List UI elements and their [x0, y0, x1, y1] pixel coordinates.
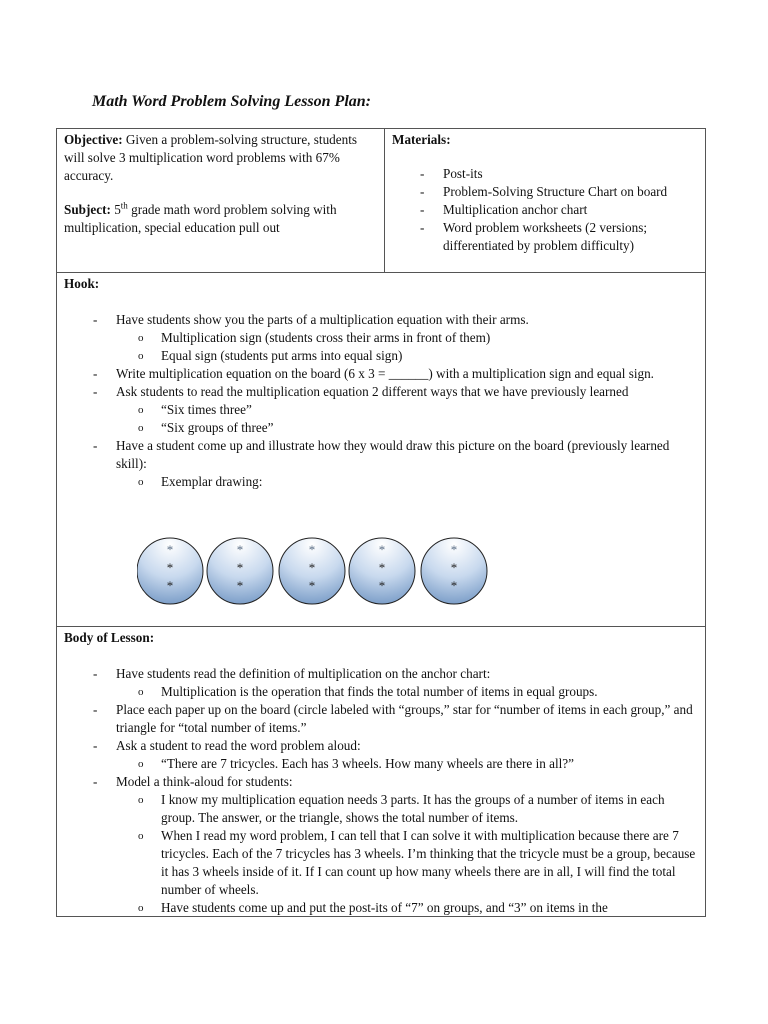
star-mark: * — [378, 560, 386, 575]
hook-step: - Ask students to read the multiplication equation 2 different ways that we have previously learned — [93, 384, 629, 399]
hook-substep: o Multiplication sign (students cross their arms in front of them) — [138, 330, 491, 345]
hook-step: - Write multiplication equation on the board (6 x 3 = ______) with a multiplication sign and equal sign. — [93, 366, 654, 381]
subject-text: grade math word problem solving with multiplication, special education pull out — [64, 202, 337, 235]
group-circle — [421, 538, 487, 604]
objective-paragraph — [64, 131, 378, 185]
subject-grade: 5 — [110, 202, 121, 217]
star-mark: * — [236, 560, 244, 575]
body-step: - Ask a student to read the word problem aloud: — [93, 738, 361, 753]
materials-item: - Word problem worksheets (2 versions; differentiated by problem difficulty) — [420, 220, 648, 253]
group-circle — [349, 538, 415, 604]
star-mark: * — [166, 578, 174, 593]
subject-paragraph — [64, 201, 378, 237]
body-label: Body of Lesson: — [64, 630, 155, 645]
star-mark: * — [166, 560, 174, 575]
exemplar-drawing — [137, 532, 497, 612]
body-section — [57, 627, 705, 916]
star-mark: * — [236, 578, 244, 593]
group-circle — [137, 538, 203, 604]
objective-label: Objective: — [64, 132, 123, 147]
lesson-plan-table — [56, 128, 706, 917]
star-mark: * — [450, 542, 458, 557]
hook-substep: o Exemplar drawing: — [138, 474, 263, 489]
star-mark: * — [236, 542, 244, 557]
star-mark: * — [308, 578, 316, 593]
group-circle — [207, 538, 273, 604]
subject-label: Subject: — [64, 202, 111, 217]
materials-label: Materials: — [392, 132, 451, 147]
body-substep: o Have students come up and put the post-its of “7” on groups, and “3” on items in the — [138, 900, 608, 915]
body-substep: o Multiplication is the operation that finds the total number of items in equal groups. — [138, 684, 598, 699]
star-mark: * — [308, 560, 316, 575]
overview-row — [57, 129, 705, 273]
hook-substep: o Equal sign (students put arms into equal sign) — [138, 348, 403, 363]
body-step: - Have students read the definition of multiplication on the anchor chart: — [93, 666, 491, 681]
materials-cell — [385, 129, 705, 272]
body-step: - Model a think-aloud for students: — [93, 774, 293, 789]
star-mark: * — [450, 578, 458, 593]
body-step: - Place each paper up on the board (circle labeled with “groups,” star for “number of items in each group,” and triangle for “total number of items.” — [93, 702, 693, 735]
body-substep: o When I read my word problem, I can tell that I can solve it with multiplication because there are 7 tricycles. Each of the 7 tricycles has 3 wheels. I’m thinking that the tricycle must be a group, because it has 3 wheels inside of it. If I can count up how many wheels there are in all, I will find the total number of wheels. — [138, 828, 696, 897]
hook-substep: o “Six groups of three” — [138, 420, 274, 435]
body-substep: o “There are 7 tricycles. Each has 3 wheels. How many wheels are there in all?” — [138, 756, 575, 771]
hook-label: Hook: — [64, 276, 100, 291]
page-title: Math Word Problem Solving Lesson Plan: — [92, 93, 371, 110]
hook-step: - Have students show you the parts of a multiplication equation with their arms. — [93, 312, 529, 327]
star-mark: * — [166, 542, 174, 557]
group-circle — [279, 538, 345, 604]
star-mark: * — [378, 578, 386, 593]
materials-item: - Multiplication anchor chart — [420, 202, 588, 217]
star-mark: * — [378, 542, 386, 557]
materials-item: - Problem-Solving Structure Chart on board — [420, 184, 668, 199]
hook-section — [57, 273, 705, 627]
objective-text: Given a problem-solving structure, students will solve 3 multiplication word problems with 67% accuracy. — [64, 132, 357, 183]
objective-cell — [57, 129, 385, 272]
subject-grade-suffix: th — [120, 200, 128, 211]
materials-item: - Post-its — [420, 166, 483, 181]
body-substep: o I know my multiplication equation needs 3 parts. It has the groups of a number of items in each group. The answer, or the triangle, shows the total number of items. — [138, 792, 665, 825]
star-mark: * — [308, 542, 316, 557]
star-mark: * — [450, 560, 458, 575]
hook-substep: o “Six times three” — [138, 402, 252, 417]
groups-drawing — [137, 532, 497, 612]
hook-step: - Have a student come up and illustrate how they would draw this picture on the board (previously learned skill): — [93, 438, 670, 471]
